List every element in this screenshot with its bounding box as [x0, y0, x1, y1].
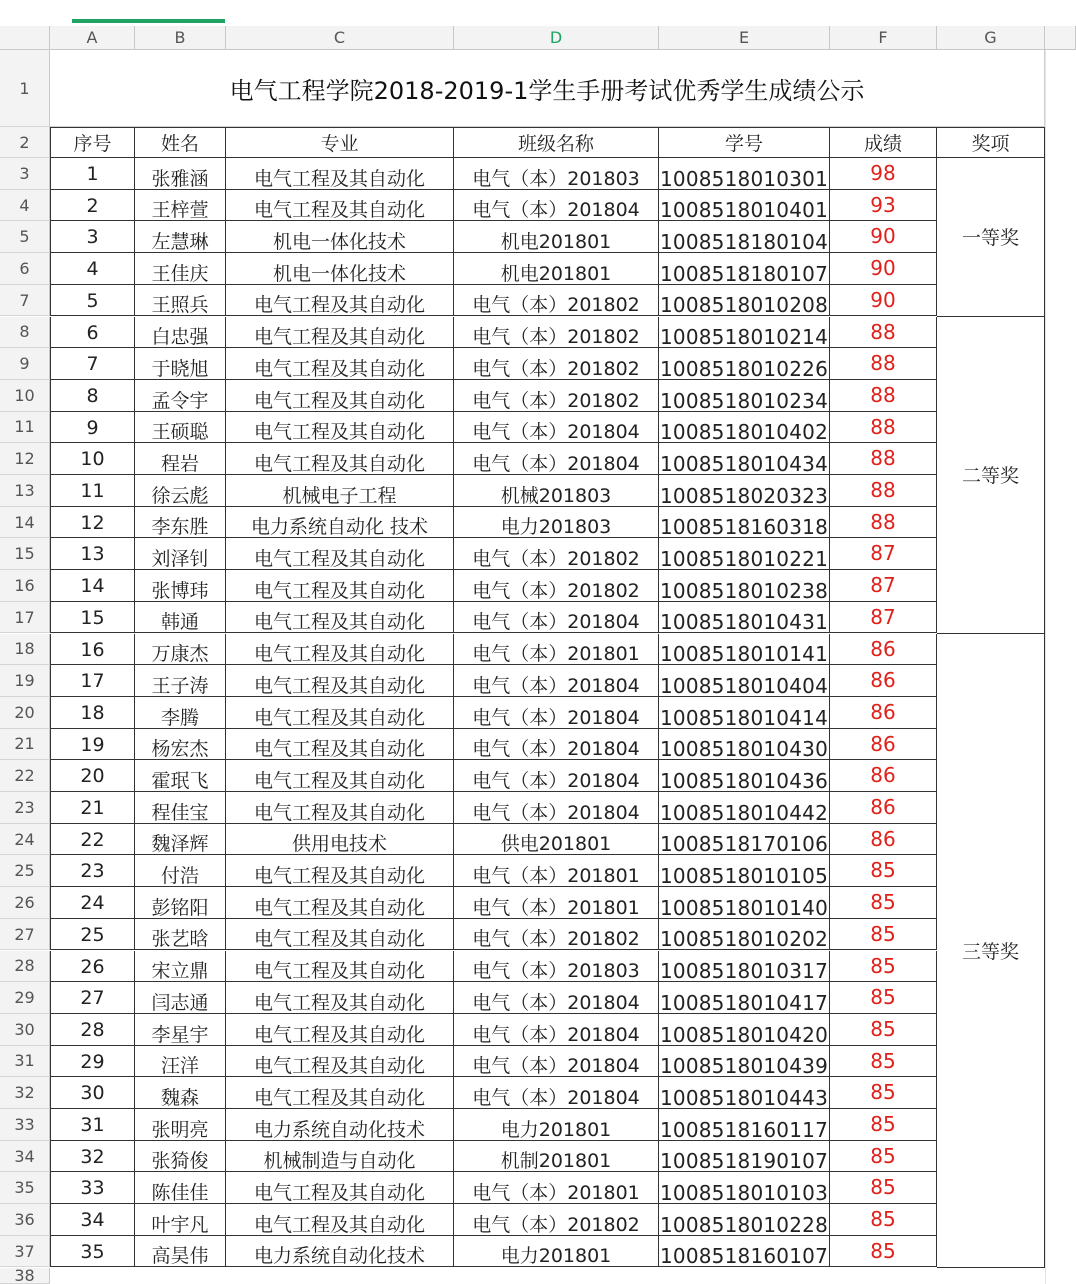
student-id-cell[interactable]: 1008518010436 [659, 760, 830, 792]
name-cell[interactable]: 孟令宇 [135, 380, 226, 412]
seq-cell[interactable]: 5 [50, 285, 135, 317]
name-cell[interactable]: 王梓萱 [135, 190, 226, 222]
table-header-cell[interactable]: 学号 [659, 127, 830, 158]
class-cell[interactable]: 电力201803 [454, 507, 659, 539]
row-header[interactable]: 19 [0, 665, 50, 697]
row-header[interactable]: 6 [0, 253, 50, 285]
row-header[interactable]: 15 [0, 538, 50, 570]
class-cell[interactable]: 电气（本）201801 [454, 855, 659, 887]
row-header[interactable]: 36 [0, 1204, 50, 1236]
score-cell[interactable]: 88 [830, 443, 937, 475]
name-cell[interactable]: 宋立鼎 [135, 951, 226, 983]
major-cell[interactable]: 电气工程及其自动化 [226, 348, 454, 380]
score-cell[interactable]: 86 [830, 665, 937, 697]
major-cell[interactable]: 电气工程及其自动化 [226, 158, 454, 190]
name-cell[interactable]: 闫志通 [135, 982, 226, 1014]
seq-cell[interactable]: 8 [50, 380, 135, 412]
class-cell[interactable]: 电气（本）201804 [454, 412, 659, 444]
row-header[interactable]: 4 [0, 190, 50, 222]
student-id-cell[interactable]: 1008518010221 [659, 538, 830, 570]
column-header-e[interactable]: E [659, 26, 830, 50]
name-cell[interactable]: 刘泽钊 [135, 538, 226, 570]
student-id-cell[interactable]: 1008518010420 [659, 1014, 830, 1046]
student-id-cell[interactable]: 1008518010430 [659, 729, 830, 761]
name-cell[interactable]: 张猗俊 [135, 1141, 226, 1173]
seq-cell[interactable]: 4 [50, 253, 135, 285]
row-header[interactable]: 34 [0, 1141, 50, 1173]
score-cell[interactable]: 85 [830, 1014, 937, 1046]
table-header-cell[interactable]: 奖项 [937, 127, 1045, 158]
name-cell[interactable]: 王照兵 [135, 285, 226, 317]
student-id-cell[interactable]: 1008518170106 [659, 824, 830, 856]
row-header[interactable]: 18 [0, 634, 50, 666]
row-header[interactable]: 32 [0, 1077, 50, 1109]
student-id-cell[interactable]: 1008518010141 [659, 634, 830, 666]
class-cell[interactable]: 电气（本）201804 [454, 1046, 659, 1078]
seq-cell[interactable]: 28 [50, 1014, 135, 1046]
name-cell[interactable]: 于晓旭 [135, 348, 226, 380]
row-header[interactable]: 8 [0, 317, 50, 349]
class-cell[interactable]: 电气（本）201804 [454, 665, 659, 697]
student-id-cell[interactable]: 1008518010103 [659, 1172, 830, 1204]
major-cell[interactable]: 电气工程及其自动化 [226, 951, 454, 983]
award-cell[interactable]: 二等奖 [937, 317, 1045, 634]
name-cell[interactable]: 彭铭阳 [135, 887, 226, 919]
student-id-cell[interactable]: 1008518010140 [659, 887, 830, 919]
row-header[interactable]: 27 [0, 919, 50, 951]
grid-line [1045, 50, 1046, 1284]
score-cell[interactable]: 88 [830, 317, 937, 349]
score-cell[interactable]: 90 [830, 253, 937, 285]
score-cell[interactable]: 85 [830, 919, 937, 951]
major-cell[interactable]: 电气工程及其自动化 [226, 1046, 454, 1078]
row-header[interactable]: 5 [0, 221, 50, 253]
seq-cell[interactable]: 29 [50, 1046, 135, 1078]
name-cell[interactable]: 韩通 [135, 602, 226, 634]
class-cell[interactable]: 机械201803 [454, 475, 659, 507]
name-cell[interactable]: 叶宇凡 [135, 1204, 226, 1236]
score-cell[interactable]: 93 [830, 190, 937, 222]
student-id-cell[interactable]: 1008518010301 [659, 158, 830, 190]
sheet-title[interactable]: 电气工程学院2018-2019-1学生手册考试优秀学生成绩公示 [50, 50, 1045, 127]
name-cell[interactable]: 魏泽辉 [135, 824, 226, 856]
student-id-cell[interactable]: 1008518010105 [659, 855, 830, 887]
score-cell[interactable]: 86 [830, 792, 937, 824]
class-cell[interactable]: 电气（本）201803 [454, 951, 659, 983]
seq-cell[interactable]: 35 [50, 1236, 135, 1268]
score-cell[interactable]: 85 [830, 1109, 937, 1141]
row-header[interactable]: 24 [0, 824, 50, 856]
student-id-cell[interactable]: 1008518010443 [659, 1077, 830, 1109]
student-id-cell[interactable]: 1008518010431 [659, 602, 830, 634]
student-id-cell[interactable]: 1008518010414 [659, 697, 830, 729]
class-cell[interactable]: 电气（本）201804 [454, 729, 659, 761]
major-cell[interactable]: 电气工程及其自动化 [226, 792, 454, 824]
major-cell[interactable]: 电气工程及其自动化 [226, 602, 454, 634]
row-header[interactable]: 25 [0, 855, 50, 887]
table-header-cell[interactable]: 序号 [50, 127, 135, 158]
major-cell[interactable]: 电气工程及其自动化 [226, 190, 454, 222]
seq-cell[interactable]: 34 [50, 1204, 135, 1236]
class-cell[interactable]: 电气（本）201804 [454, 697, 659, 729]
row-header[interactable]: 29 [0, 982, 50, 1014]
row-header[interactable]: 26 [0, 887, 50, 919]
row-header[interactable]: 16 [0, 570, 50, 602]
student-id-cell[interactable]: 1008518010238 [659, 570, 830, 602]
column-header-empty[interactable] [1045, 26, 1076, 50]
name-cell[interactable]: 魏森 [135, 1077, 226, 1109]
score-cell[interactable]: 85 [830, 1204, 937, 1236]
seq-cell[interactable]: 21 [50, 792, 135, 824]
score-cell[interactable]: 88 [830, 507, 937, 539]
student-id-cell[interactable]: 1008518010401 [659, 190, 830, 222]
table-header-cell[interactable]: 姓名 [135, 127, 226, 158]
score-cell[interactable]: 85 [830, 1172, 937, 1204]
major-cell[interactable]: 电气工程及其自动化 [226, 538, 454, 570]
major-cell[interactable]: 电气工程及其自动化 [226, 1077, 454, 1109]
student-id-cell[interactable]: 1008518010439 [659, 1046, 830, 1078]
column-header-f[interactable]: F [830, 26, 937, 50]
major-cell[interactable]: 机电一体化技术 [226, 221, 454, 253]
class-cell[interactable]: 机电201801 [454, 221, 659, 253]
major-cell[interactable]: 供用电技术 [226, 824, 454, 856]
class-cell[interactable]: 电气（本）201804 [454, 443, 659, 475]
seq-cell[interactable]: 23 [50, 855, 135, 887]
name-cell[interactable]: 杨宏杰 [135, 729, 226, 761]
class-cell[interactable]: 电气（本）201804 [454, 1014, 659, 1046]
major-cell[interactable]: 电力系统自动化技术 [226, 1109, 454, 1141]
row-header[interactable]: 20 [0, 697, 50, 729]
seq-cell[interactable]: 1 [50, 158, 135, 190]
student-id-cell[interactable]: 1008518010317 [659, 951, 830, 983]
row-header[interactable]: 12 [0, 443, 50, 475]
student-id-cell[interactable]: 1008518010434 [659, 443, 830, 475]
student-id-cell[interactable]: 1008518160318 [659, 507, 830, 539]
seq-cell[interactable]: 26 [50, 951, 135, 983]
major-cell[interactable]: 电气工程及其自动化 [226, 697, 454, 729]
table-header-cell[interactable]: 成绩 [830, 127, 937, 158]
student-id-cell[interactable]: 1008518020323 [659, 475, 830, 507]
name-cell[interactable]: 李星宇 [135, 1014, 226, 1046]
class-cell[interactable]: 电气（本）201804 [454, 602, 659, 634]
name-cell[interactable]: 汪洋 [135, 1046, 226, 1078]
major-cell[interactable]: 电气工程及其自动化 [226, 887, 454, 919]
student-id-cell[interactable]: 1008518010214 [659, 317, 830, 349]
student-id-cell[interactable]: 1008518180107 [659, 253, 830, 285]
class-cell[interactable]: 机电201801 [454, 253, 659, 285]
row-header[interactable]: 23 [0, 792, 50, 824]
score-cell[interactable]: 86 [830, 634, 937, 666]
row-header[interactable]: 3 [0, 158, 50, 190]
award-cell[interactable]: 三等奖 [937, 634, 1045, 1268]
major-cell[interactable]: 电气工程及其自动化 [226, 285, 454, 317]
score-cell[interactable]: 85 [830, 855, 937, 887]
name-cell[interactable]: 李腾 [135, 697, 226, 729]
score-cell[interactable]: 90 [830, 221, 937, 253]
class-cell[interactable]: 电气（本）201804 [454, 190, 659, 222]
row-header[interactable]: 28 [0, 951, 50, 983]
table-header-cell[interactable]: 班级名称 [454, 127, 659, 158]
column-header-c[interactable]: C [226, 26, 454, 50]
row-header[interactable]: 17 [0, 602, 50, 634]
major-cell[interactable]: 电气工程及其自动化 [226, 634, 454, 666]
seq-cell[interactable]: 25 [50, 919, 135, 951]
column-header-g[interactable]: G [937, 26, 1045, 50]
student-id-cell[interactable]: 1008518010226 [659, 348, 830, 380]
row-header[interactable]: 11 [0, 412, 50, 444]
class-cell[interactable]: 电力201801 [454, 1109, 659, 1141]
class-cell[interactable]: 电气（本）201804 [454, 760, 659, 792]
class-cell[interactable]: 电气（本）201802 [454, 538, 659, 570]
row-header[interactable]: 33 [0, 1109, 50, 1141]
seq-cell[interactable]: 11 [50, 475, 135, 507]
score-cell[interactable]: 85 [830, 887, 937, 919]
major-cell[interactable]: 电气工程及其自动化 [226, 1172, 454, 1204]
row-header[interactable]: 37 [0, 1236, 50, 1268]
seq-cell[interactable]: 15 [50, 602, 135, 634]
class-cell[interactable]: 供电201801 [454, 824, 659, 856]
major-cell[interactable]: 电气工程及其自动化 [226, 760, 454, 792]
seq-cell[interactable]: 9 [50, 412, 135, 444]
class-cell[interactable]: 机制201801 [454, 1141, 659, 1173]
class-cell[interactable]: 电气（本）201802 [454, 1204, 659, 1236]
score-cell[interactable]: 85 [830, 951, 937, 983]
class-cell[interactable]: 电气（本）201801 [454, 887, 659, 919]
major-cell[interactable]: 电气工程及其自动化 [226, 855, 454, 887]
student-id-cell[interactable]: 1008518160117 [659, 1109, 830, 1141]
seq-cell[interactable]: 13 [50, 538, 135, 570]
name-cell[interactable]: 王子涛 [135, 665, 226, 697]
major-cell[interactable]: 电气工程及其自动化 [226, 412, 454, 444]
name-cell[interactable]: 程佳宝 [135, 792, 226, 824]
seq-cell[interactable]: 2 [50, 190, 135, 222]
major-cell[interactable]: 机电一体化技术 [226, 253, 454, 285]
class-cell[interactable]: 电气（本）201804 [454, 792, 659, 824]
student-id-cell[interactable]: 1008518010202 [659, 919, 830, 951]
major-cell[interactable]: 电力系统自动化技术 [226, 1236, 454, 1268]
major-cell[interactable]: 电气工程及其自动化 [226, 380, 454, 412]
column-header-a[interactable]: A [50, 26, 135, 50]
score-cell[interactable]: 87 [830, 570, 937, 602]
name-cell[interactable]: 徐云彪 [135, 475, 226, 507]
name-cell[interactable]: 付浩 [135, 855, 226, 887]
student-id-cell[interactable]: 1008518010208 [659, 285, 830, 317]
class-cell[interactable]: 电气（本）201802 [454, 317, 659, 349]
seq-cell[interactable]: 31 [50, 1109, 135, 1141]
score-cell[interactable]: 85 [830, 1141, 937, 1173]
seq-cell[interactable]: 6 [50, 317, 135, 349]
table-header-cell[interactable]: 专业 [226, 127, 454, 158]
seq-cell[interactable]: 7 [50, 348, 135, 380]
seq-cell[interactable]: 19 [50, 729, 135, 761]
row-header[interactable]: 21 [0, 729, 50, 761]
row-header[interactable]: 2 [0, 127, 50, 158]
student-id-cell[interactable]: 1008518160107 [659, 1236, 830, 1268]
row-header[interactable]: 9 [0, 348, 50, 380]
major-cell[interactable]: 机械制造与自动化 [226, 1141, 454, 1173]
row-header[interactable]: 30 [0, 1014, 50, 1046]
major-cell[interactable]: 电气工程及其自动化 [226, 1014, 454, 1046]
row-header[interactable]: 31 [0, 1046, 50, 1078]
seq-cell[interactable]: 32 [50, 1141, 135, 1173]
major-cell[interactable]: 电气工程及其自动化 [226, 919, 454, 951]
class-cell[interactable]: 电气（本）201803 [454, 158, 659, 190]
score-cell[interactable]: 88 [830, 348, 937, 380]
name-cell[interactable]: 王硕聪 [135, 412, 226, 444]
class-cell[interactable]: 电气（本）201804 [454, 982, 659, 1014]
name-cell[interactable]: 左慧琳 [135, 221, 226, 253]
major-cell[interactable]: 电气工程及其自动化 [226, 570, 454, 602]
class-cell[interactable]: 电气（本）201802 [454, 919, 659, 951]
score-cell[interactable]: 85 [830, 1046, 937, 1078]
name-cell[interactable]: 程岩 [135, 443, 226, 475]
class-cell[interactable]: 电气（本）201801 [454, 634, 659, 666]
score-cell[interactable]: 88 [830, 412, 937, 444]
seq-cell[interactable]: 24 [50, 887, 135, 919]
score-cell[interactable]: 87 [830, 538, 937, 570]
major-cell[interactable]: 电力系统自动化 技术 [226, 507, 454, 539]
name-cell[interactable]: 高昊伟 [135, 1236, 226, 1268]
major-cell[interactable]: 电气工程及其自动化 [226, 443, 454, 475]
name-cell[interactable]: 霍珉飞 [135, 760, 226, 792]
score-cell[interactable]: 87 [830, 602, 937, 634]
score-cell[interactable]: 85 [830, 1236, 937, 1268]
score-cell[interactable]: 86 [830, 697, 937, 729]
score-cell[interactable]: 86 [830, 760, 937, 792]
name-cell[interactable]: 万康杰 [135, 634, 226, 666]
seq-cell[interactable]: 30 [50, 1077, 135, 1109]
student-id-cell[interactable]: 1008518010234 [659, 380, 830, 412]
row-header[interactable]: 1 [0, 50, 50, 127]
major-cell[interactable]: 电气工程及其自动化 [226, 982, 454, 1014]
name-cell[interactable]: 王佳庆 [135, 253, 226, 285]
row-header[interactable]: 10 [0, 380, 50, 412]
row-header[interactable]: 38 [0, 1268, 50, 1284]
student-id-cell[interactable]: 1008518190107 [659, 1141, 830, 1173]
row-header[interactable]: 13 [0, 475, 50, 507]
row-header[interactable]: 7 [0, 285, 50, 317]
student-id-cell[interactable]: 1008518180104 [659, 221, 830, 253]
column-header-d[interactable]: D [454, 26, 659, 50]
seq-cell[interactable]: 20 [50, 760, 135, 792]
class-cell[interactable]: 电气（本）201801 [454, 1172, 659, 1204]
score-cell[interactable]: 88 [830, 380, 937, 412]
score-cell[interactable]: 90 [830, 285, 937, 317]
major-cell[interactable]: 机械电子工程 [226, 475, 454, 507]
major-cell[interactable]: 电气工程及其自动化 [226, 1204, 454, 1236]
class-cell[interactable]: 电力201801 [454, 1236, 659, 1268]
class-cell[interactable]: 电气（本）201804 [454, 1077, 659, 1109]
student-id-cell[interactable]: 1008518010402 [659, 412, 830, 444]
class-cell[interactable]: 电气（本）201802 [454, 570, 659, 602]
row-header[interactable]: 22 [0, 760, 50, 792]
seq-cell[interactable]: 12 [50, 507, 135, 539]
row-header[interactable]: 35 [0, 1172, 50, 1204]
seq-cell[interactable]: 33 [50, 1172, 135, 1204]
score-cell[interactable]: 88 [830, 475, 937, 507]
column-header-b[interactable]: B [135, 26, 226, 50]
score-cell[interactable]: 85 [830, 982, 937, 1014]
seq-cell[interactable]: 16 [50, 634, 135, 666]
major-cell[interactable]: 电气工程及其自动化 [226, 317, 454, 349]
seq-cell[interactable]: 14 [50, 570, 135, 602]
score-cell[interactable]: 86 [830, 729, 937, 761]
name-cell[interactable]: 陈佳佳 [135, 1172, 226, 1204]
row-header[interactable]: 14 [0, 507, 50, 539]
class-cell[interactable]: 电气（本）201802 [454, 348, 659, 380]
seq-cell[interactable]: 10 [50, 443, 135, 475]
student-id-cell[interactable]: 1008518010404 [659, 665, 830, 697]
seq-cell[interactable]: 18 [50, 697, 135, 729]
name-cell[interactable]: 白忠强 [135, 317, 226, 349]
class-cell[interactable]: 电气（本）201802 [454, 285, 659, 317]
seq-cell[interactable]: 27 [50, 982, 135, 1014]
seq-cell[interactable]: 22 [50, 824, 135, 856]
major-cell[interactable]: 电气工程及其自动化 [226, 729, 454, 761]
seq-cell[interactable]: 17 [50, 665, 135, 697]
score-cell[interactable]: 85 [830, 1077, 937, 1109]
award-cell[interactable]: 一等奖 [937, 158, 1045, 317]
student-id-cell[interactable]: 1008518010442 [659, 792, 830, 824]
name-cell[interactable]: 张艺晗 [135, 919, 226, 951]
student-id-cell[interactable]: 1008518010417 [659, 982, 830, 1014]
score-cell[interactable]: 86 [830, 824, 937, 856]
name-cell[interactable]: 李东胜 [135, 507, 226, 539]
name-cell[interactable]: 张雅涵 [135, 158, 226, 190]
name-cell[interactable]: 张博玮 [135, 570, 226, 602]
student-id-cell[interactable]: 1008518010228 [659, 1204, 830, 1236]
major-cell[interactable]: 电气工程及其自动化 [226, 665, 454, 697]
class-cell[interactable]: 电气（本）201802 [454, 380, 659, 412]
score-cell[interactable]: 98 [830, 158, 937, 190]
name-cell[interactable]: 张明亮 [135, 1109, 226, 1141]
seq-cell[interactable]: 3 [50, 221, 135, 253]
